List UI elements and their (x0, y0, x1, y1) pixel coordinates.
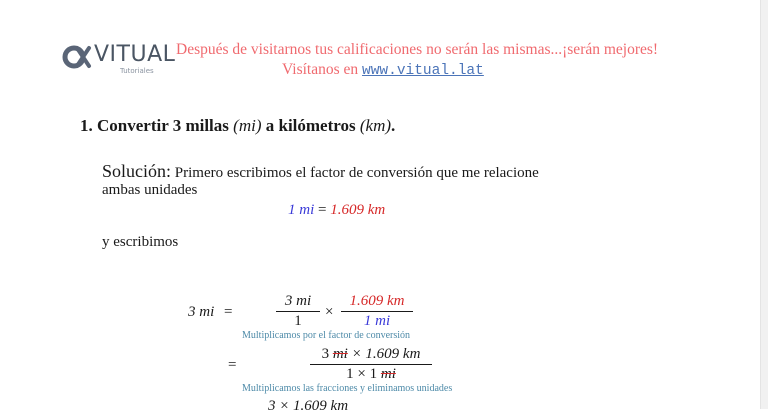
times-sign: × (325, 304, 334, 320)
promo-visit-line (282, 61, 484, 79)
fraction-numerator: 3 × 1.609 km (267, 398, 349, 414)
conversion-lhs: 1 mi (288, 202, 315, 218)
step-note-2: Multiplicamos las fracciones y eliminamos unidades (242, 383, 453, 394)
denominator-coefficient: 1 × 1 (346, 366, 378, 382)
fraction-numerator: 3 mi (284, 293, 312, 309)
fraction-3mi-over-1 (276, 293, 320, 330)
derivation-lhs-value: 3 mi (188, 304, 215, 320)
fraction-denominator: 1 (294, 313, 302, 329)
derivation-eq-1: = (224, 304, 233, 320)
promo-message: Después de visitarnos tus calificaciones no serán las mismas...¡serán mejores! (176, 41, 659, 58)
cancelled-unit-mi: mi (380, 366, 396, 382)
fraction-multiplied (310, 346, 432, 383)
numerator-rest: × 1.609 km (351, 346, 421, 362)
solution-line-1 (102, 161, 539, 182)
logo-tagline: Tutoriales (120, 67, 154, 75)
vitual-logo-mark-icon (62, 44, 92, 70)
website-link[interactable]: www.vitual.lat (362, 63, 484, 79)
conversion-eq: = (318, 202, 327, 218)
derivation-lhs (188, 304, 232, 321)
problem-unit-mi: (mi) (233, 116, 262, 135)
solution-label: Solución: (102, 161, 172, 181)
fraction-numerator: 1.609 km (349, 293, 405, 309)
logo-wordmark: VITUAL (94, 42, 176, 67)
fraction-step3-partial (258, 398, 358, 416)
step-note-1: Multiplicamos por el factor de conversión (242, 330, 411, 341)
fraction-denominator: 1 mi (363, 313, 391, 329)
cancelled-unit-mi: mi (332, 346, 348, 362)
conversion-rhs: 1.609 km (330, 202, 386, 218)
conversion-factor-equation (288, 202, 385, 219)
derivation-eq-2: = (228, 357, 237, 373)
page-header (0, 38, 768, 84)
problem-text-a: Convertir 3 millas (97, 116, 229, 135)
fraction-denominator (310, 365, 432, 383)
solution-text-1: Primero escribimos el factor de conversión que me relacione (174, 165, 539, 181)
problem-statement (80, 116, 395, 136)
vitual-logo[interactable] (62, 42, 174, 78)
problem-end: . (391, 116, 396, 135)
fraction-conversion-factor (341, 293, 413, 330)
promo-visit-text: Visítanos en (282, 61, 359, 78)
problem-number: 1. (80, 116, 93, 135)
solution-text-2: ambas unidades (102, 182, 198, 198)
problem-unit-km: (km) (359, 116, 392, 135)
fraction-numerator (310, 346, 432, 364)
numerator-coefficient: 3 (321, 346, 330, 362)
and-write-text: y escribimos (102, 234, 179, 250)
problem-text-b: a kilómetros (265, 116, 356, 135)
